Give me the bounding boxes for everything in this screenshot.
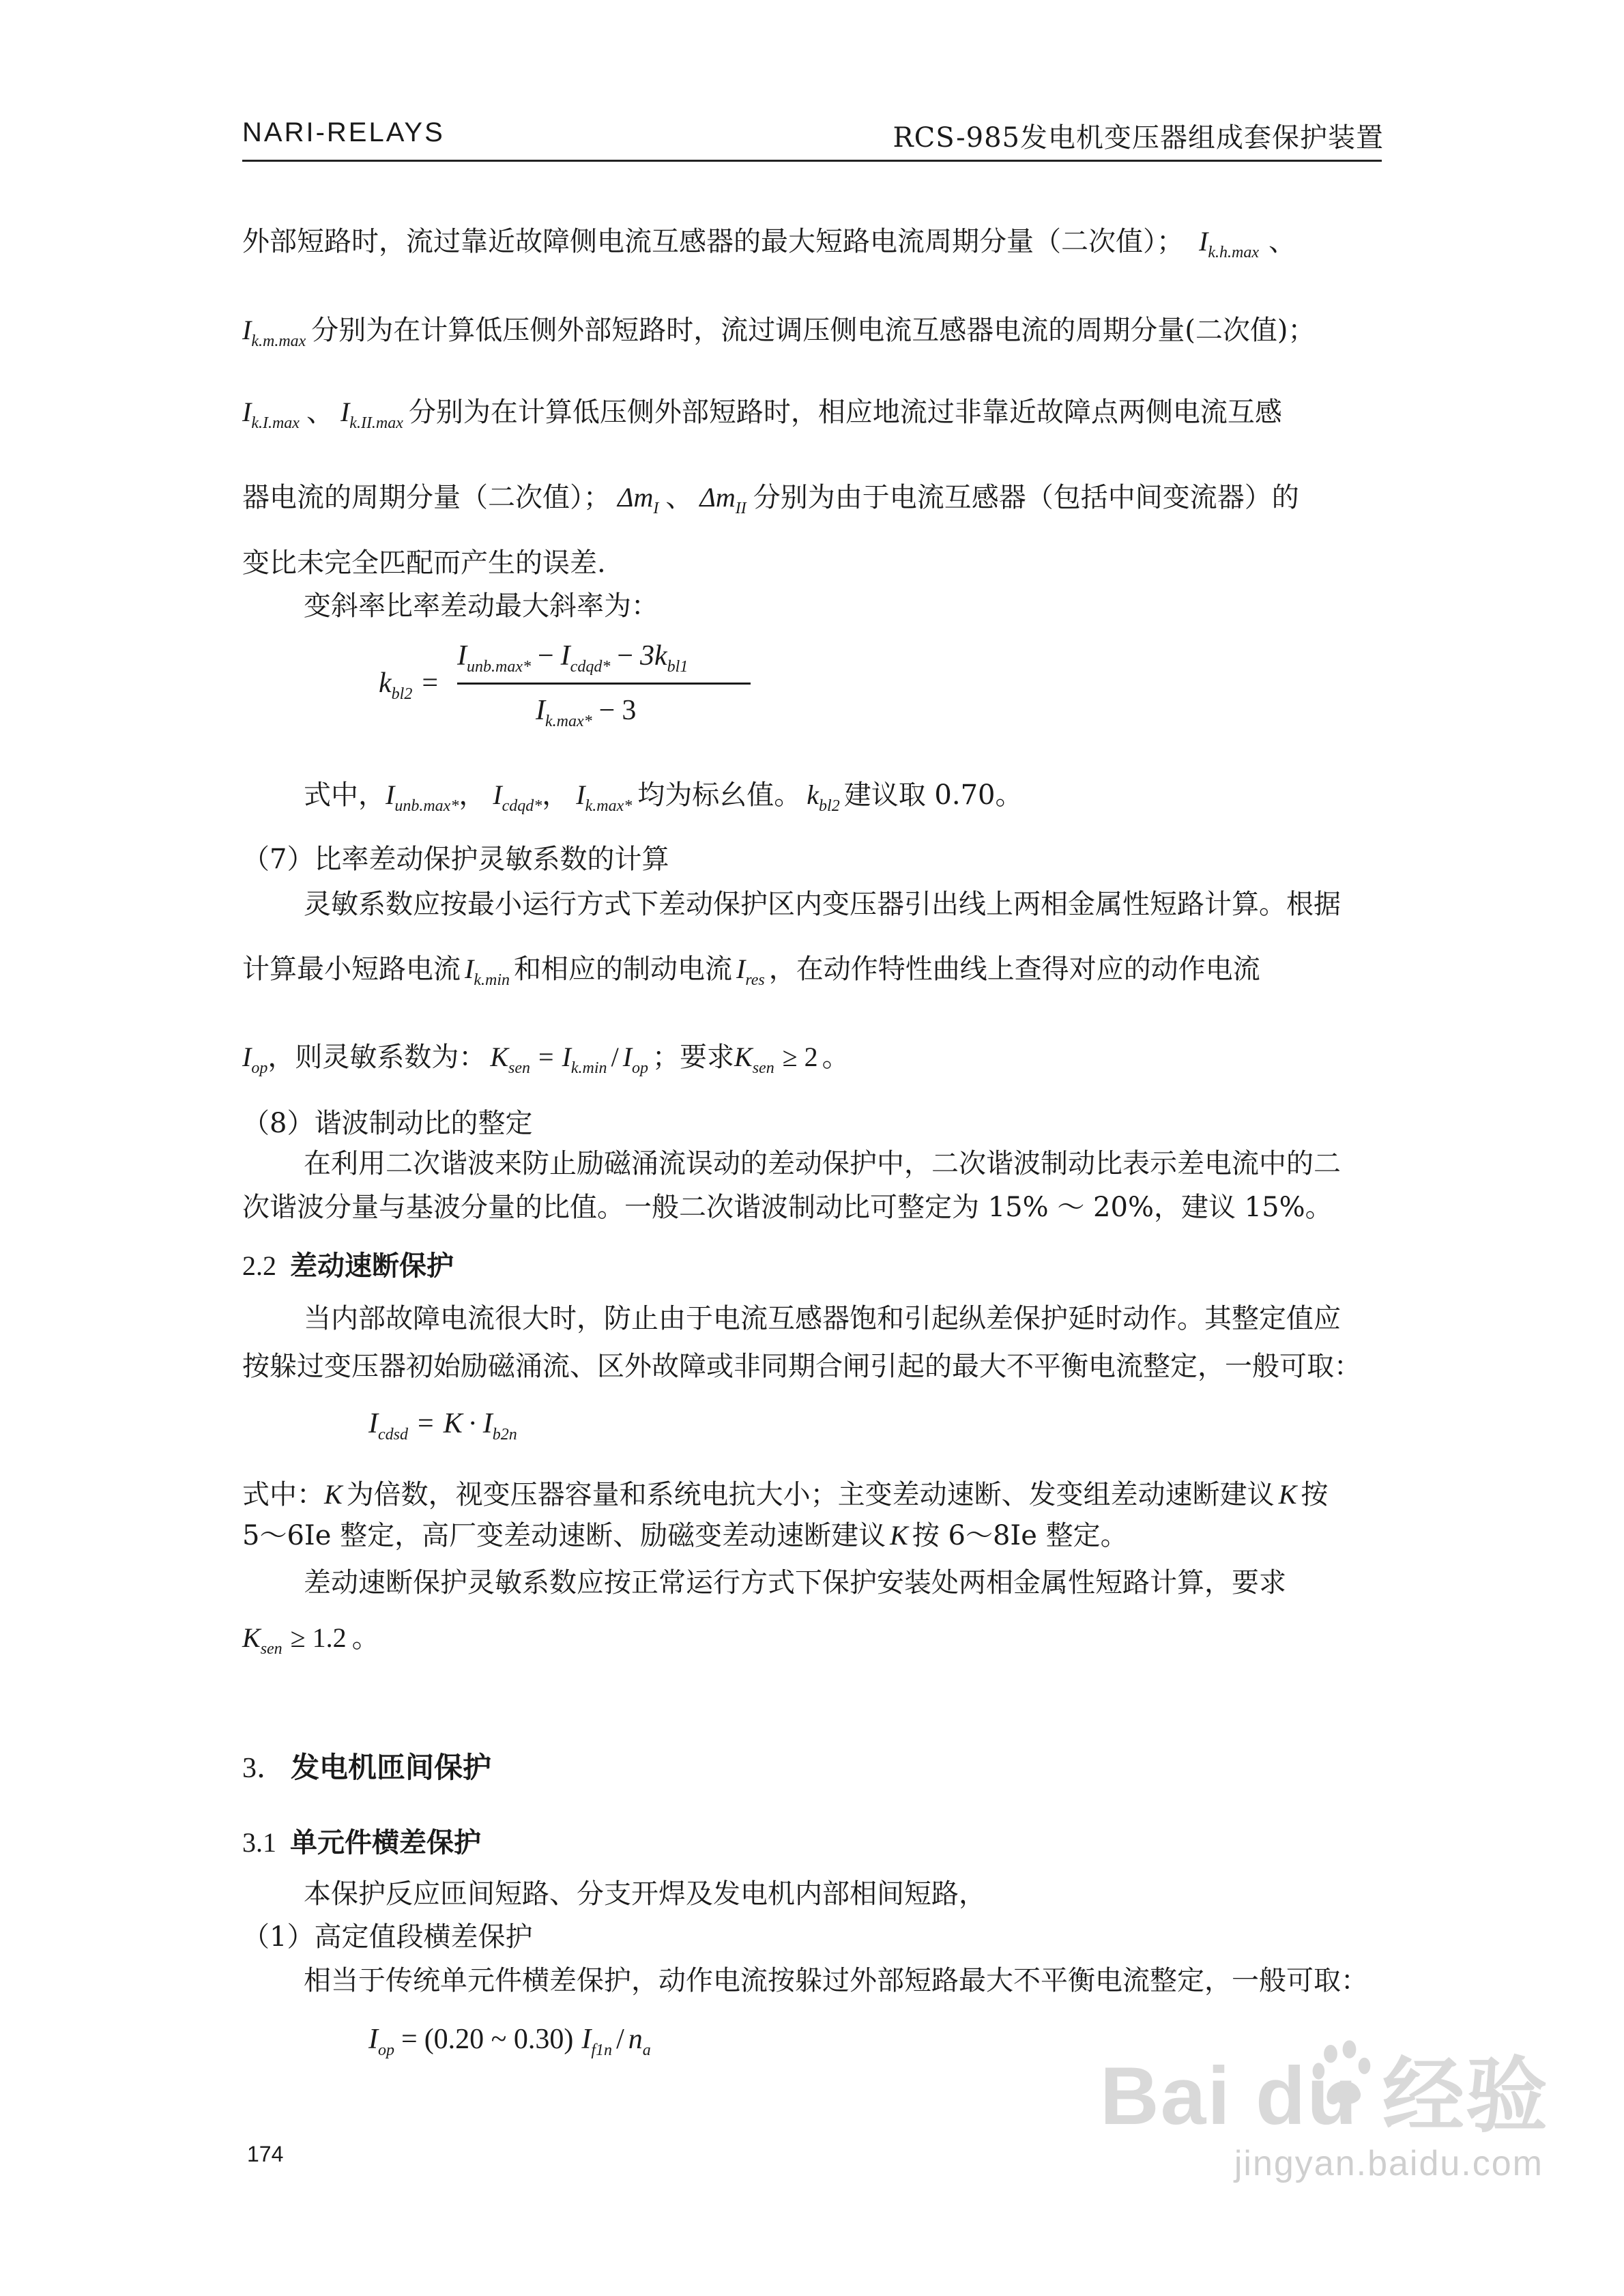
paragraph-line: 相当于传统单元件横差保护，动作电流按躲过外部短路最大不平衡电流整定，一般可取： bbox=[304, 1965, 1368, 1996]
paragraph-line: 差动速断保护灵敏系数应按正常运行方式下保护安装处两相金属性短路计算，要求 bbox=[304, 1567, 1286, 1598]
paragraph-line: 变比未完全匹配而产生的误差. bbox=[242, 547, 606, 579]
paragraph-line: $I_{op}$，则灵敏系数为： $K_{sen} = I_{k.min} / I_{op}$ ；要求$K_{sen} \ge 2$ 。 bbox=[242, 1042, 850, 1077]
watermark-url: jingyan.baidu.com bbox=[1234, 2144, 1543, 2183]
op-current-formula: $I_{op} = (0.20$ ~ 0.30) $I_{f1n} / n_a$ bbox=[368, 2024, 651, 2059]
quick-break-formula: $I_{cdsd} = K \cdot I_{b2n}$ bbox=[368, 1408, 517, 1444]
formula-numerator: $I_{unb.max*} - I_{cdqd*} - 3k_{bl1}$ bbox=[457, 640, 688, 676]
paragraph-line: $I_{k.I.max}$ 、 $I_{k.II.max}$ 分别为在计算低压侧外部短路时，相应地流过非靠近故障点两侧电流互感 bbox=[242, 397, 1282, 432]
paragraph-line: 在利用二次谐波来防止励磁涌流误动的差动保护中，二次谐波制动比表示差电流中的二 bbox=[304, 1148, 1341, 1179]
paragraph-line: 器电流的周期分量（二次值）； $\Delta m_I$ 、 $\Delta m_{II}$ 分别为由于电流互感器（包括中间变流器）的 bbox=[242, 482, 1299, 517]
paragraph-line: $I_{k.m.max}$ 分别为在计算低压侧外部短路时，流过调压侧电流互感器电流的周期分量(二次值)； bbox=[242, 315, 1316, 350]
paragraph-line: 次谐波分量与基波分量的比值。一般二次谐波制动比可整定为 15% ～ 20%，建议 15%。 bbox=[242, 1192, 1333, 1223]
header-document-title: RCS-985发电机变压器组成套保护装置 bbox=[893, 122, 1384, 154]
paragraph-line: 当内部故障电流很大时，防止由于电流互感器饱和引起纵差保护延时动作。其整定值应 bbox=[304, 1303, 1341, 1334]
paragraph-line: 灵敏系数应按最小运行方式下差动保护区内变压器引出线上两相金属性短路计算。根据 bbox=[304, 889, 1341, 920]
paragraph-line: 式中，$I_{unb.max*}$， $I_{cdqd*}$， $I_{k.max*}$ 均为标幺值。 $k_{bl2}$ 建议取 0.70。 bbox=[304, 779, 1023, 815]
formula-denominator: $I_{k.max*} - 3$ bbox=[536, 695, 637, 730]
formula-lhs: $k_{bl2}$ = bbox=[379, 668, 439, 703]
paragraph-line: 按躲过变压器初始励磁涌流、区外故障或非同期合闸引起的最大不平衡电流整定，一般可取： bbox=[242, 1351, 1361, 1382]
paragraph-line: $K_{sen} \ge 1.2$ 。 bbox=[242, 1622, 379, 1658]
subsection-title: （1）高定值段横差保护 bbox=[242, 1921, 533, 1953]
section-heading-2-2: 2.2 差动速断保护 bbox=[242, 1250, 454, 1282]
watermark-brand: Bai du 经验 bbox=[1099, 2050, 1549, 2142]
section-heading-3: 3． 发电机匝间保护 bbox=[242, 1751, 492, 1784]
paragraph-line: 计算最小短路电流 $I_{k.min}$ 和相应的制动电流 $I_{res}$ ，在动作特性曲线上查得对应的动作电流 bbox=[242, 953, 1260, 989]
paragraph-line: 本保护反应匝间短路、分支开焊及发电机内部相间短路， bbox=[304, 1878, 986, 1910]
subsection-title: （8）谐波制动比的整定 bbox=[242, 1108, 533, 1139]
header-divider bbox=[242, 160, 1382, 162]
paragraph-line: 5～6Ie 整定，高厂变差动速断、励磁变差动速断建议 K 按 6～8Ie 整定。 bbox=[242, 1520, 1128, 1551]
page-number: 174 bbox=[247, 2142, 284, 2166]
paragraph-line: 式中：K 为倍数，视变压器容量和系统电抗大小；主变差动速断、发变组差动速断建议 K 按 bbox=[242, 1479, 1329, 1510]
section-heading-3-1: 3.1 单元件横差保护 bbox=[242, 1827, 481, 1859]
fraction-bar bbox=[457, 683, 751, 685]
paragraph-line: 变斜率比率差动最大斜率为： bbox=[304, 590, 658, 622]
paragraph-line: 外部短路时，流过靠近故障侧电流互感器的最大短路电流周期分量（二次值）； $I_{k.h.max}$ 、 bbox=[242, 226, 1296, 261]
header-brand: NARI-RELAYS bbox=[242, 117, 445, 147]
subsection-title: （7）比率差动保护灵敏系数的计算 bbox=[242, 844, 669, 875]
